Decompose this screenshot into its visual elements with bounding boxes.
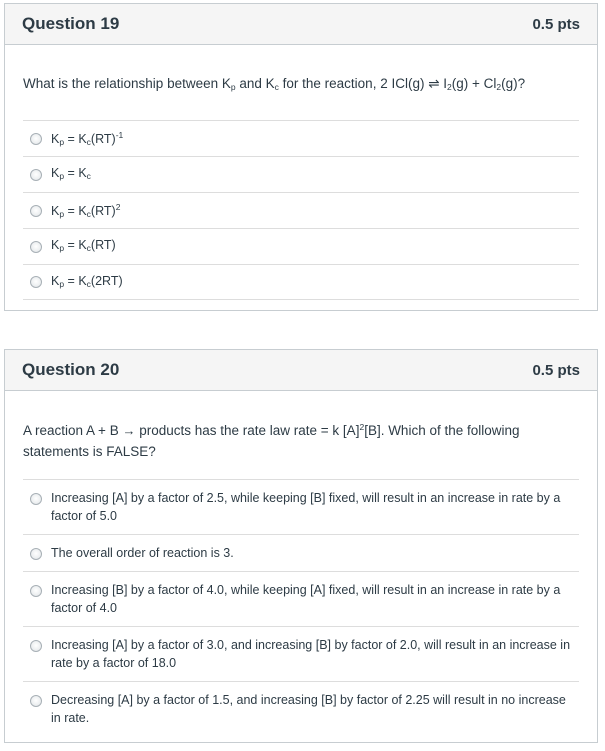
question-text: What is the relationship between $K_p$ and $K_c$ for the reaction, 2 ICl(g) ⇌ $I_2(g) + Cl_2(g)$? xyxy=(23,76,526,92)
answer-label: The overall order of reaction is 3. xyxy=(51,546,234,560)
answer-option[interactable] xyxy=(23,192,579,228)
answer-label: Decreasing [A] by a factor of 1.5, and increasing [B] by factor of 2.25 will result in no increase in rate. xyxy=(51,693,566,725)
answer-option[interactable] xyxy=(23,626,579,681)
answer-label: $K_p = K_c(RT)$ xyxy=(51,238,116,253)
radio-button[interactable] xyxy=(30,585,42,597)
answer-label: $K_p = K_c(RT)^{-1}$ xyxy=(51,130,124,147)
radio-button[interactable] xyxy=(30,493,42,505)
question-header xyxy=(5,350,597,391)
answer-list xyxy=(23,479,579,736)
answer-label: $K_p = K_c$ xyxy=(51,166,91,181)
question-20-card xyxy=(4,349,598,743)
radio-button[interactable] xyxy=(30,640,42,652)
radio-button[interactable] xyxy=(30,695,42,707)
question-title: Question 20 xyxy=(22,360,120,379)
question-title: Question 19 xyxy=(22,14,120,33)
radio-button[interactable] xyxy=(30,241,42,253)
answer-option[interactable] xyxy=(23,120,579,156)
radio-button[interactable] xyxy=(30,276,42,288)
question-19-card xyxy=(4,3,598,311)
answer-option[interactable] xyxy=(23,156,579,192)
question-text: A reaction A + B → products has the rate law rate = k $[A]^2[B]$. Which of the following statements is FALSE? xyxy=(23,422,520,459)
answer-option[interactable] xyxy=(23,228,579,264)
answer-label: $K_p = K_c(RT)^2$ xyxy=(51,202,121,219)
answer-option[interactable] xyxy=(23,534,579,571)
answer-list xyxy=(23,120,579,300)
question-points: 0.5 pts xyxy=(532,15,580,33)
answer-option[interactable] xyxy=(23,264,579,300)
answer-option[interactable] xyxy=(23,479,579,534)
question-header xyxy=(5,4,597,45)
radio-button[interactable] xyxy=(30,133,42,145)
radio-button[interactable] xyxy=(30,169,42,181)
question-points: 0.5 pts xyxy=(532,361,580,379)
answer-label: Increasing [A] by a factor of 2.5, while keeping [B] fixed, will result in an increase in rate by a factor of 5.0 xyxy=(51,491,561,523)
answer-label: $K_p = K_c(2RT)$ xyxy=(51,273,123,289)
answer-option[interactable] xyxy=(23,571,579,626)
answer-label: Increasing [B] by a factor of 4.0, while keeping [A] fixed, will result in an increase in rate by a factor of 4.0 xyxy=(51,583,561,615)
answer-label: Increasing [A] by a factor of 3.0, and increasing [B] by factor of 2.0, will result in an increase in rate by a factor of 18.0 xyxy=(51,638,571,670)
answer-option[interactable] xyxy=(23,681,579,736)
radio-button[interactable] xyxy=(30,205,42,217)
radio-button[interactable] xyxy=(30,548,42,560)
